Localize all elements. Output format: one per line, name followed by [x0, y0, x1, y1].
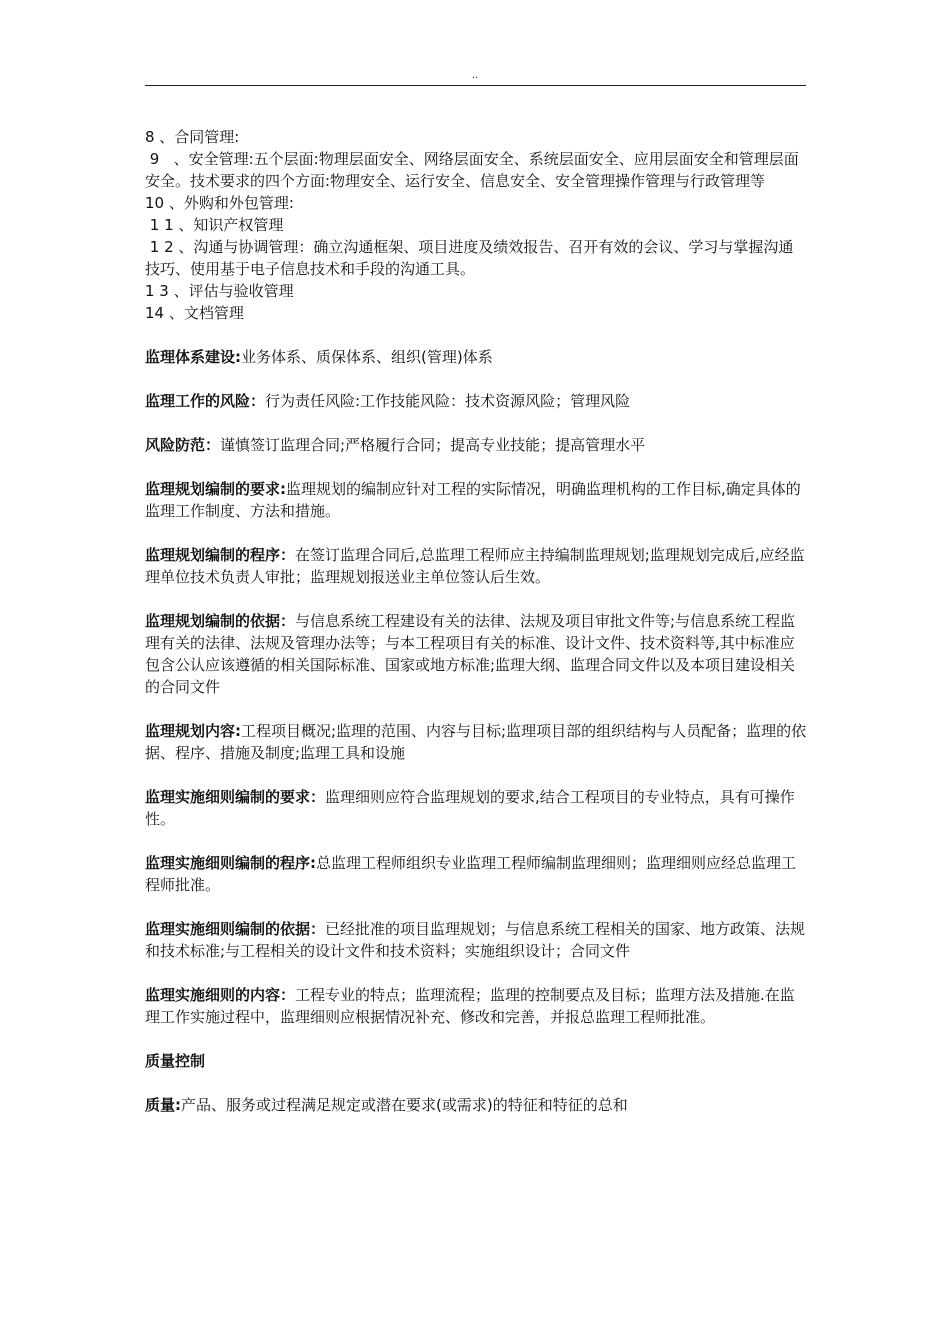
section-term: 监理规划编制的要求:: [145, 480, 286, 498]
management-list: [145, 126, 807, 324]
section-term: 监理体系建设:: [145, 348, 241, 366]
section-plan-content: [145, 720, 807, 764]
section-body: 行为责任风险:工作技能风险：技术资源风险；管理风险: [265, 392, 631, 410]
section-term: 监理规划编制的程序：: [145, 546, 296, 564]
section-body: 产品、服务或过程满足规定或潜在要求(或需求)的特征和特征的总和: [181, 1096, 628, 1114]
section-body: 工程项目概况;监理的范围、内容与目标;监理项目部的组织结构与人员配备；监理的依据、程序、措施及制度;监理工具和设施: [145, 722, 807, 762]
page-header-mark: ..: [471, 70, 479, 81]
section-body: 监理规划的编制应针对工程的实际情况，明确监理机构的工作目标,确定具体的监理工作制度、方法和措施。: [145, 480, 801, 520]
section-supervision-system: [145, 346, 807, 368]
section-term: 质量控制: [145, 1052, 206, 1070]
section-term: 监理实施细则编制的要求：: [145, 788, 326, 806]
section-body: 总监理工程师组织专业监理工程师编制监理细则；监理细则应经总监理工程师批准。: [145, 854, 797, 894]
header-divider: [145, 85, 806, 86]
list-item: 8 、合同管理:: [145, 128, 240, 146]
section-body: 监理细则应符合监理规划的要求,结合工程项目的专业特点，具有可操作性。: [145, 788, 795, 828]
section-term: 监理实施细则的内容：: [145, 986, 296, 1004]
section-term: 质量:: [145, 1096, 181, 1114]
section-quality-control-heading: [145, 1050, 807, 1072]
list-item: 14 、文档管理: [145, 304, 244, 322]
section-body: 谨慎签订监理合同;严格履行合同；提高专业技能；提高管理水平: [220, 436, 646, 454]
section-rules-basis: [145, 918, 807, 962]
section-term: 监理实施细则编制的依据：: [145, 920, 326, 938]
section-rules-requirements: [145, 786, 807, 830]
section-plan-basis: [145, 610, 807, 698]
section-quality-definition: [145, 1094, 807, 1116]
section-body: 工程专业的特点；监理流程；监理的控制要点及目标；监理方法及措施.在监理工作实施过程中，监理细则应根据情况补充、修改和完善，并报总监理工程师批准。: [145, 986, 795, 1026]
list-item: 10 、外购和外包管理:: [145, 194, 294, 212]
section-supervision-risk: [145, 390, 807, 412]
section-body: 已经批准的项目监理规划；与信息系统工程相关的国家、地方政策、法规和技术标准;与工程相关的设计文件和技术资料；实施组织设计；合同文件: [145, 920, 806, 960]
spacer: [145, 324, 807, 346]
section-term: 风险防范：: [145, 436, 221, 454]
section-term: 监理规划内容:: [145, 722, 241, 740]
section-body: 与信息系统工程建设有关的法律、法规及项目审批文件等;与信息系统工程监理有关的法律、法规及管理办法等；与本工程项目有关的标准、设计文件、技术资料等,其中标准应包含公认应该遵循的相关国际标准、国家或地方标准;监理大纲、监理合同文件以及本项目建设相关的合同文件: [145, 612, 796, 696]
section-risk-prevention: [145, 434, 807, 456]
list-item: 1 1 、知识产权管理: [145, 216, 284, 234]
document-body: [145, 126, 807, 1138]
list-item: 9 、安全管理:五个层面:物理层面安全、网络层面安全、系统层面安全、应用层面安全和管理层面安全。技术要求的四个方面:物理安全、运行安全、信息安全、安全管理操作管理与行政管理等: [145, 150, 799, 190]
section-plan-procedure: [145, 544, 807, 588]
section-term: 监理工作的风险：: [145, 392, 266, 410]
section-term: 监理实施细则编制的程序:: [145, 854, 316, 872]
section-rules-procedure: [145, 852, 807, 896]
section-rules-content: [145, 984, 807, 1028]
section-body: 业务体系、质保体系、组织(管理)体系: [241, 348, 493, 366]
section-body: 在签订监理合同后,总监理工程师应主持编制监理规划;监理规划完成后,应经监理单位技术负责人审批；监理规划报送业主单位签认后生效。: [145, 546, 805, 586]
section-plan-requirements: [145, 478, 807, 522]
list-item: 1 3 、评估与验收管理: [145, 282, 294, 300]
list-item: 1 2 、沟通与协调管理：确立沟通框架、项目进度及绩效报告、召开有效的会议、学习与掌握沟通技巧、使用基于电子信息技术和手段的沟通工具。: [145, 238, 794, 278]
section-term: 监理规划编制的依据：: [145, 612, 296, 630]
